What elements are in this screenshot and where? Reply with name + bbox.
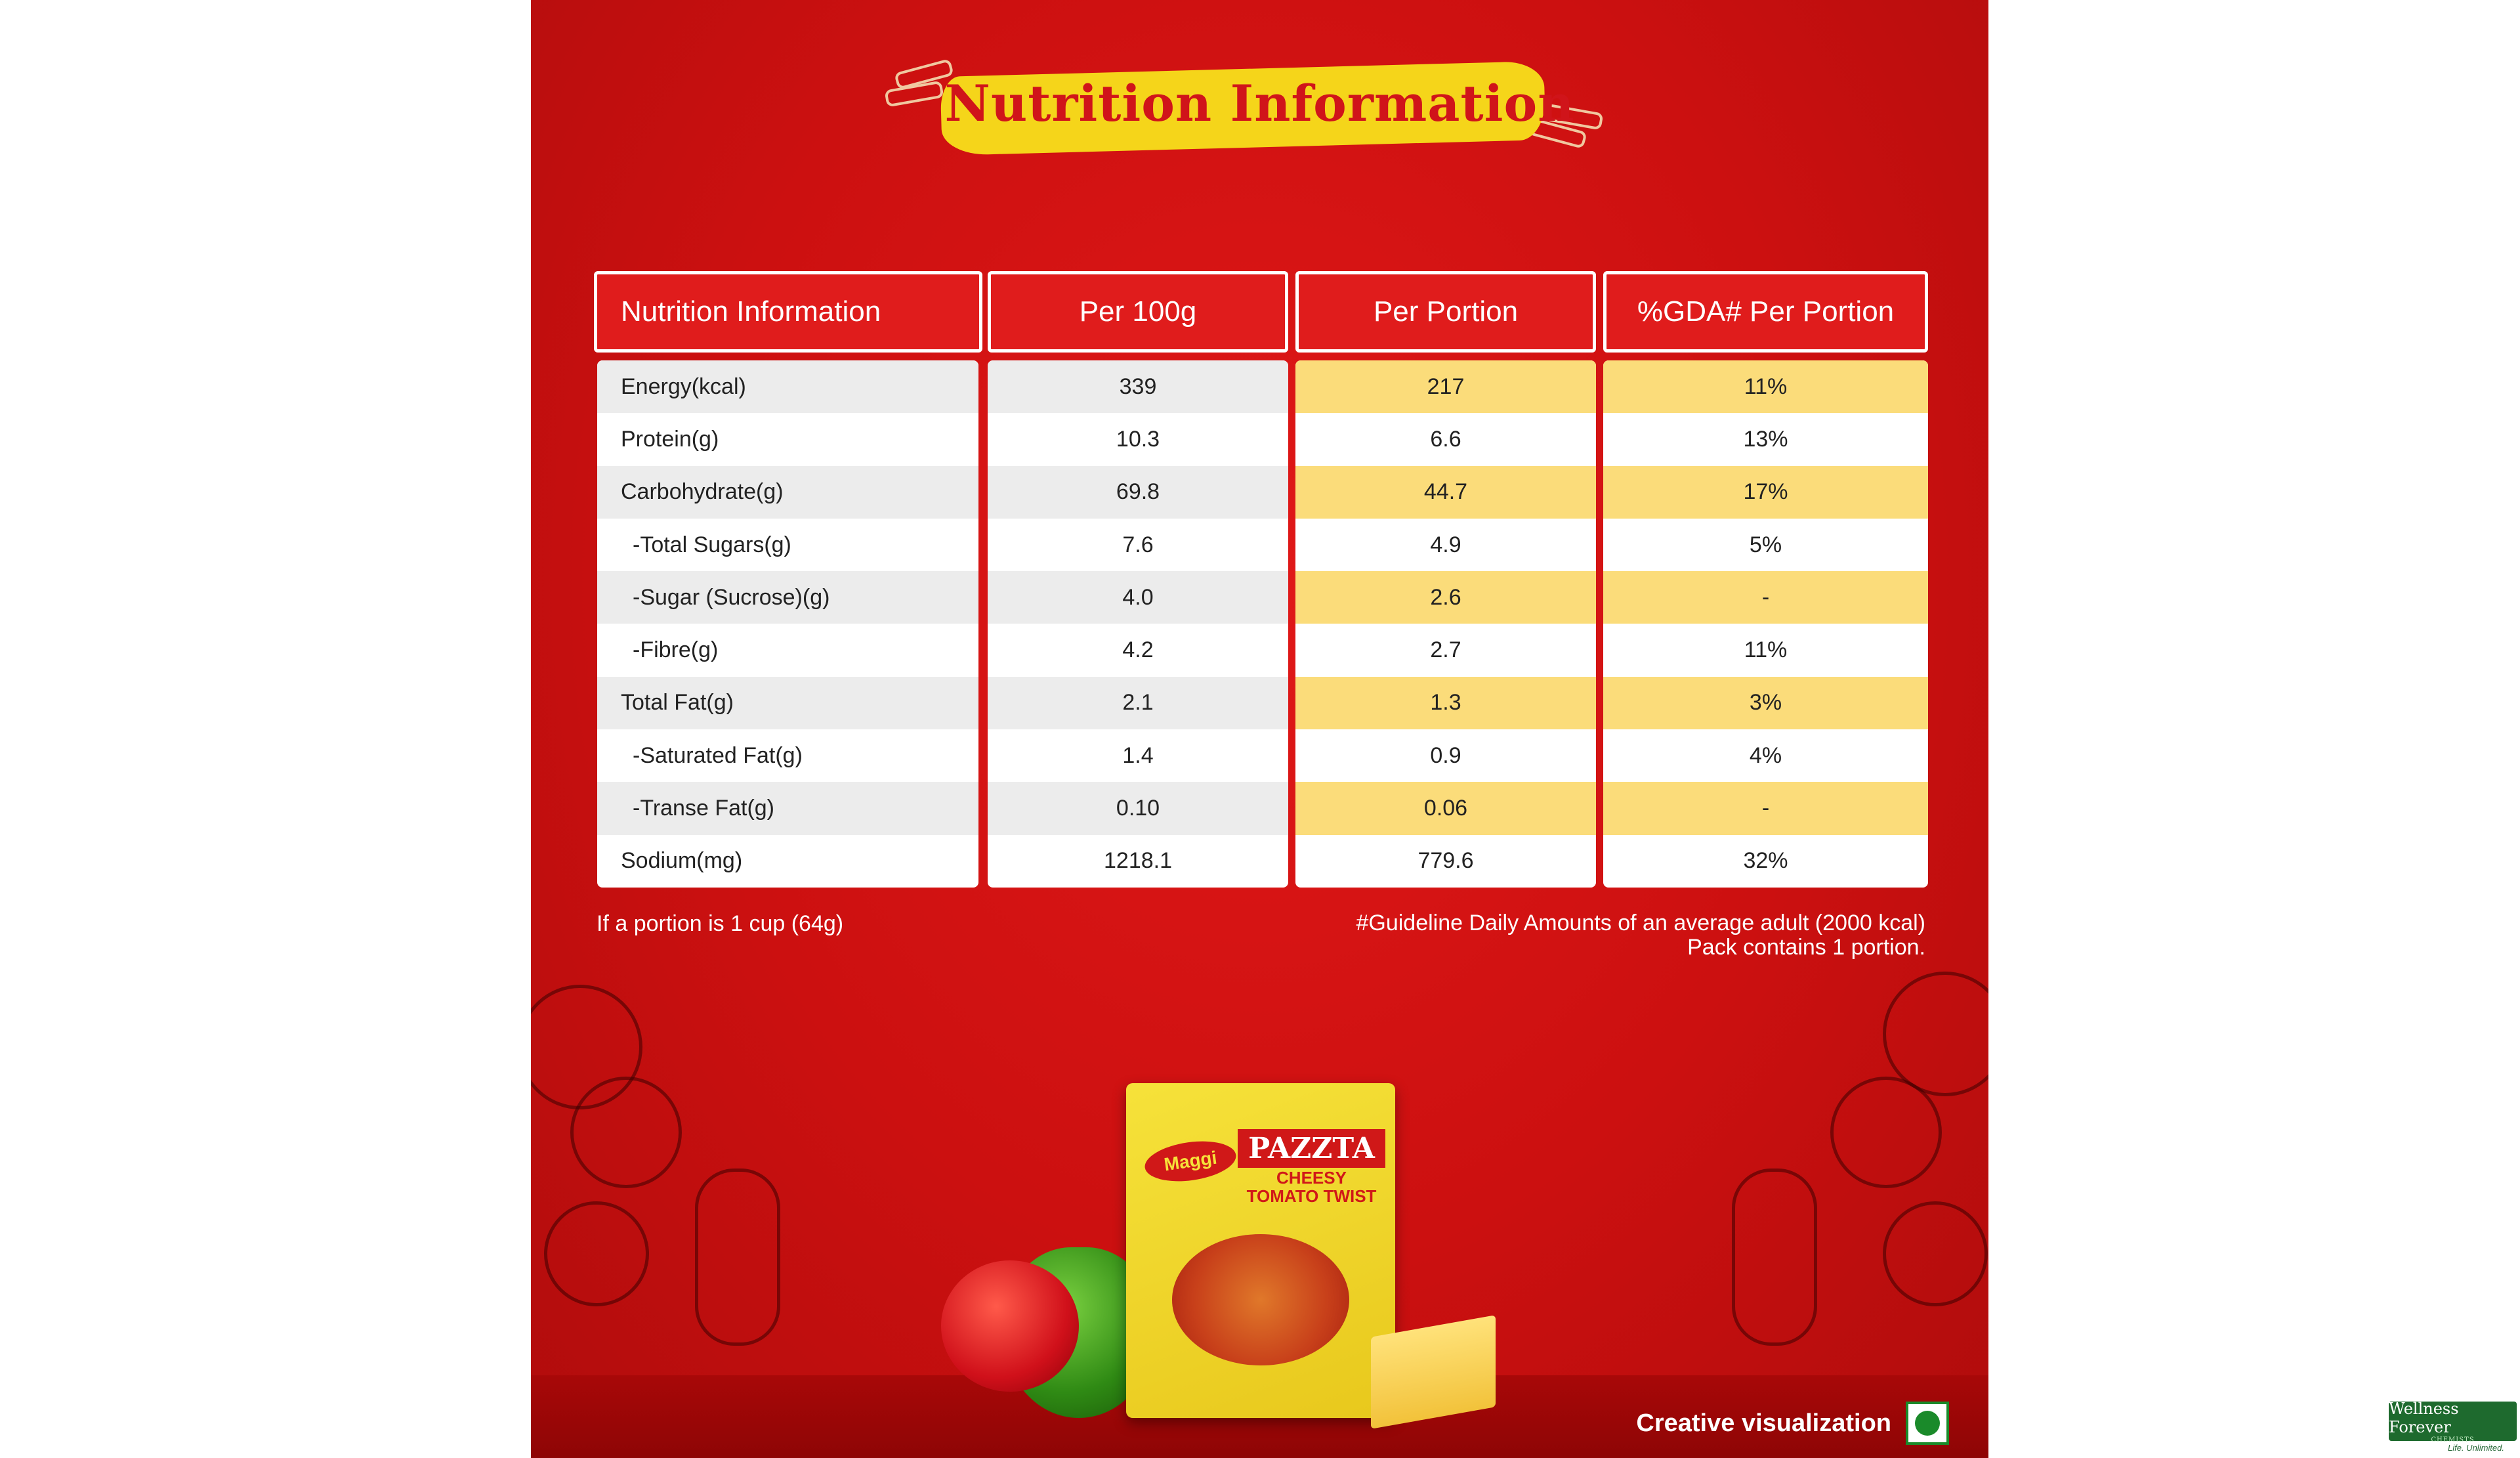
table-row-label: Energy(kcal) [597,360,978,413]
table-cell: 2.1 [988,677,1288,729]
column-per-portion [1295,360,1596,888]
spoon-sketch-icon [695,1169,780,1346]
table-cell: 0.9 [1430,742,1461,768]
header-nutrition-information: Nutrition Information [594,271,982,353]
table-cell: 4.0 [988,571,1288,624]
table-cell: 4.2 [1122,637,1154,663]
table-row-label: Carbohydrate(g) [597,466,978,519]
pasta-bowl-image [1172,1234,1349,1365]
table-cell: 69.8 [988,466,1288,519]
table-cell: 3% [1603,677,1928,729]
table-cell: 7.6 [1122,532,1154,557]
table-cell: 10.3 [1116,426,1160,452]
table-cell: 2.7 [1430,637,1461,663]
table-cell: 5% [1749,532,1782,557]
gda-footnote [1356,911,1925,960]
nutrition-poster [531,0,1988,1458]
title-banner [531,56,1988,161]
onion-sketch-icon [570,1077,682,1188]
product-variant-line1: CHEESY [1276,1168,1347,1188]
watermark-name: Wellness Forever [2389,1399,2459,1436]
product-variant-line2: TOMATO TWIST [1246,1186,1377,1206]
table-cell: 0.10 [988,782,1288,834]
table-cell: 1.3 [1295,677,1596,729]
brand-logo: Maggi [1143,1136,1239,1187]
product-variant [1238,1169,1385,1205]
tomato-image [941,1260,1079,1392]
table-cell: 11% [1744,637,1788,663]
onion-sketch-icon [1830,1077,1942,1188]
table-row-label: -Fibre(g) [633,637,719,663]
column-per-100g [988,360,1288,888]
table-row-label: Total Fat(g) [597,677,978,729]
header-per-100g: Per 100g [988,271,1288,353]
table-cell: - [1603,782,1928,834]
table-cell: 4% [1749,742,1782,768]
creative-visualization-label [1636,1402,1949,1445]
veg-symbol-icon [1906,1402,1949,1445]
table-cell: 1.4 [1122,742,1154,768]
table-row-label: -Transe Fat(g) [597,782,978,834]
header-gda-per-portion: %GDA# Per Portion [1603,271,1928,353]
gda-footnote-line1: #Guideline Daily Amounts of an average adult (2000 kcal) [1356,911,1925,935]
column-gda [1603,360,1928,888]
table-cell: 779.6 [1418,848,1474,874]
table-cell: 11% [1603,360,1928,413]
tomato-sketch-icon [1883,1201,1988,1306]
table-cell: 17% [1603,466,1928,519]
table-cell: 0.06 [1295,782,1596,834]
table-cell: 1218.1 [1104,848,1172,874]
table-row-label: -Saturated Fat(g) [633,742,803,768]
watermark-sub: CHEMISTS [2431,1436,2475,1444]
table-row-label: Sodium(mg) [621,848,743,874]
product-pack-image [1126,1083,1395,1418]
table-cell: - [1603,571,1928,624]
creative-visualization-text: Creative visualization [1636,1409,1891,1437]
spoon-sketch-icon [1732,1169,1817,1346]
table-row-label: Protein(g) [621,426,719,452]
page-title: Nutrition Information [944,74,1575,133]
portion-footnote: If a portion is 1 cup (64g) [597,911,844,936]
table-row-label: -Sugar (Sucrose)(g) [597,571,978,624]
table-cell: 339 [988,360,1288,413]
table-row-label: -Total Sugars(g) [633,532,791,557]
wellness-forever-logo [2389,1399,2517,1444]
table-cell: 2.6 [1295,571,1596,624]
gda-footnote-line2: Pack contains 1 portion. [1687,935,1925,960]
table-cell: 44.7 [1295,466,1596,519]
table-cell: 4.9 [1430,532,1461,557]
header-per-portion: Per Portion [1295,271,1596,353]
table-cell: 13% [1743,426,1788,452]
product-name: PAZZTA [1238,1129,1385,1168]
table-cell: 32% [1743,848,1788,874]
column-nutrient-names [597,360,978,888]
tomato-sketch-icon [544,1201,649,1306]
table-cell: 6.6 [1430,426,1461,452]
watermark-tagline: Life. Unlimited. [2448,1443,2504,1453]
table-cell: 217 [1295,360,1596,413]
